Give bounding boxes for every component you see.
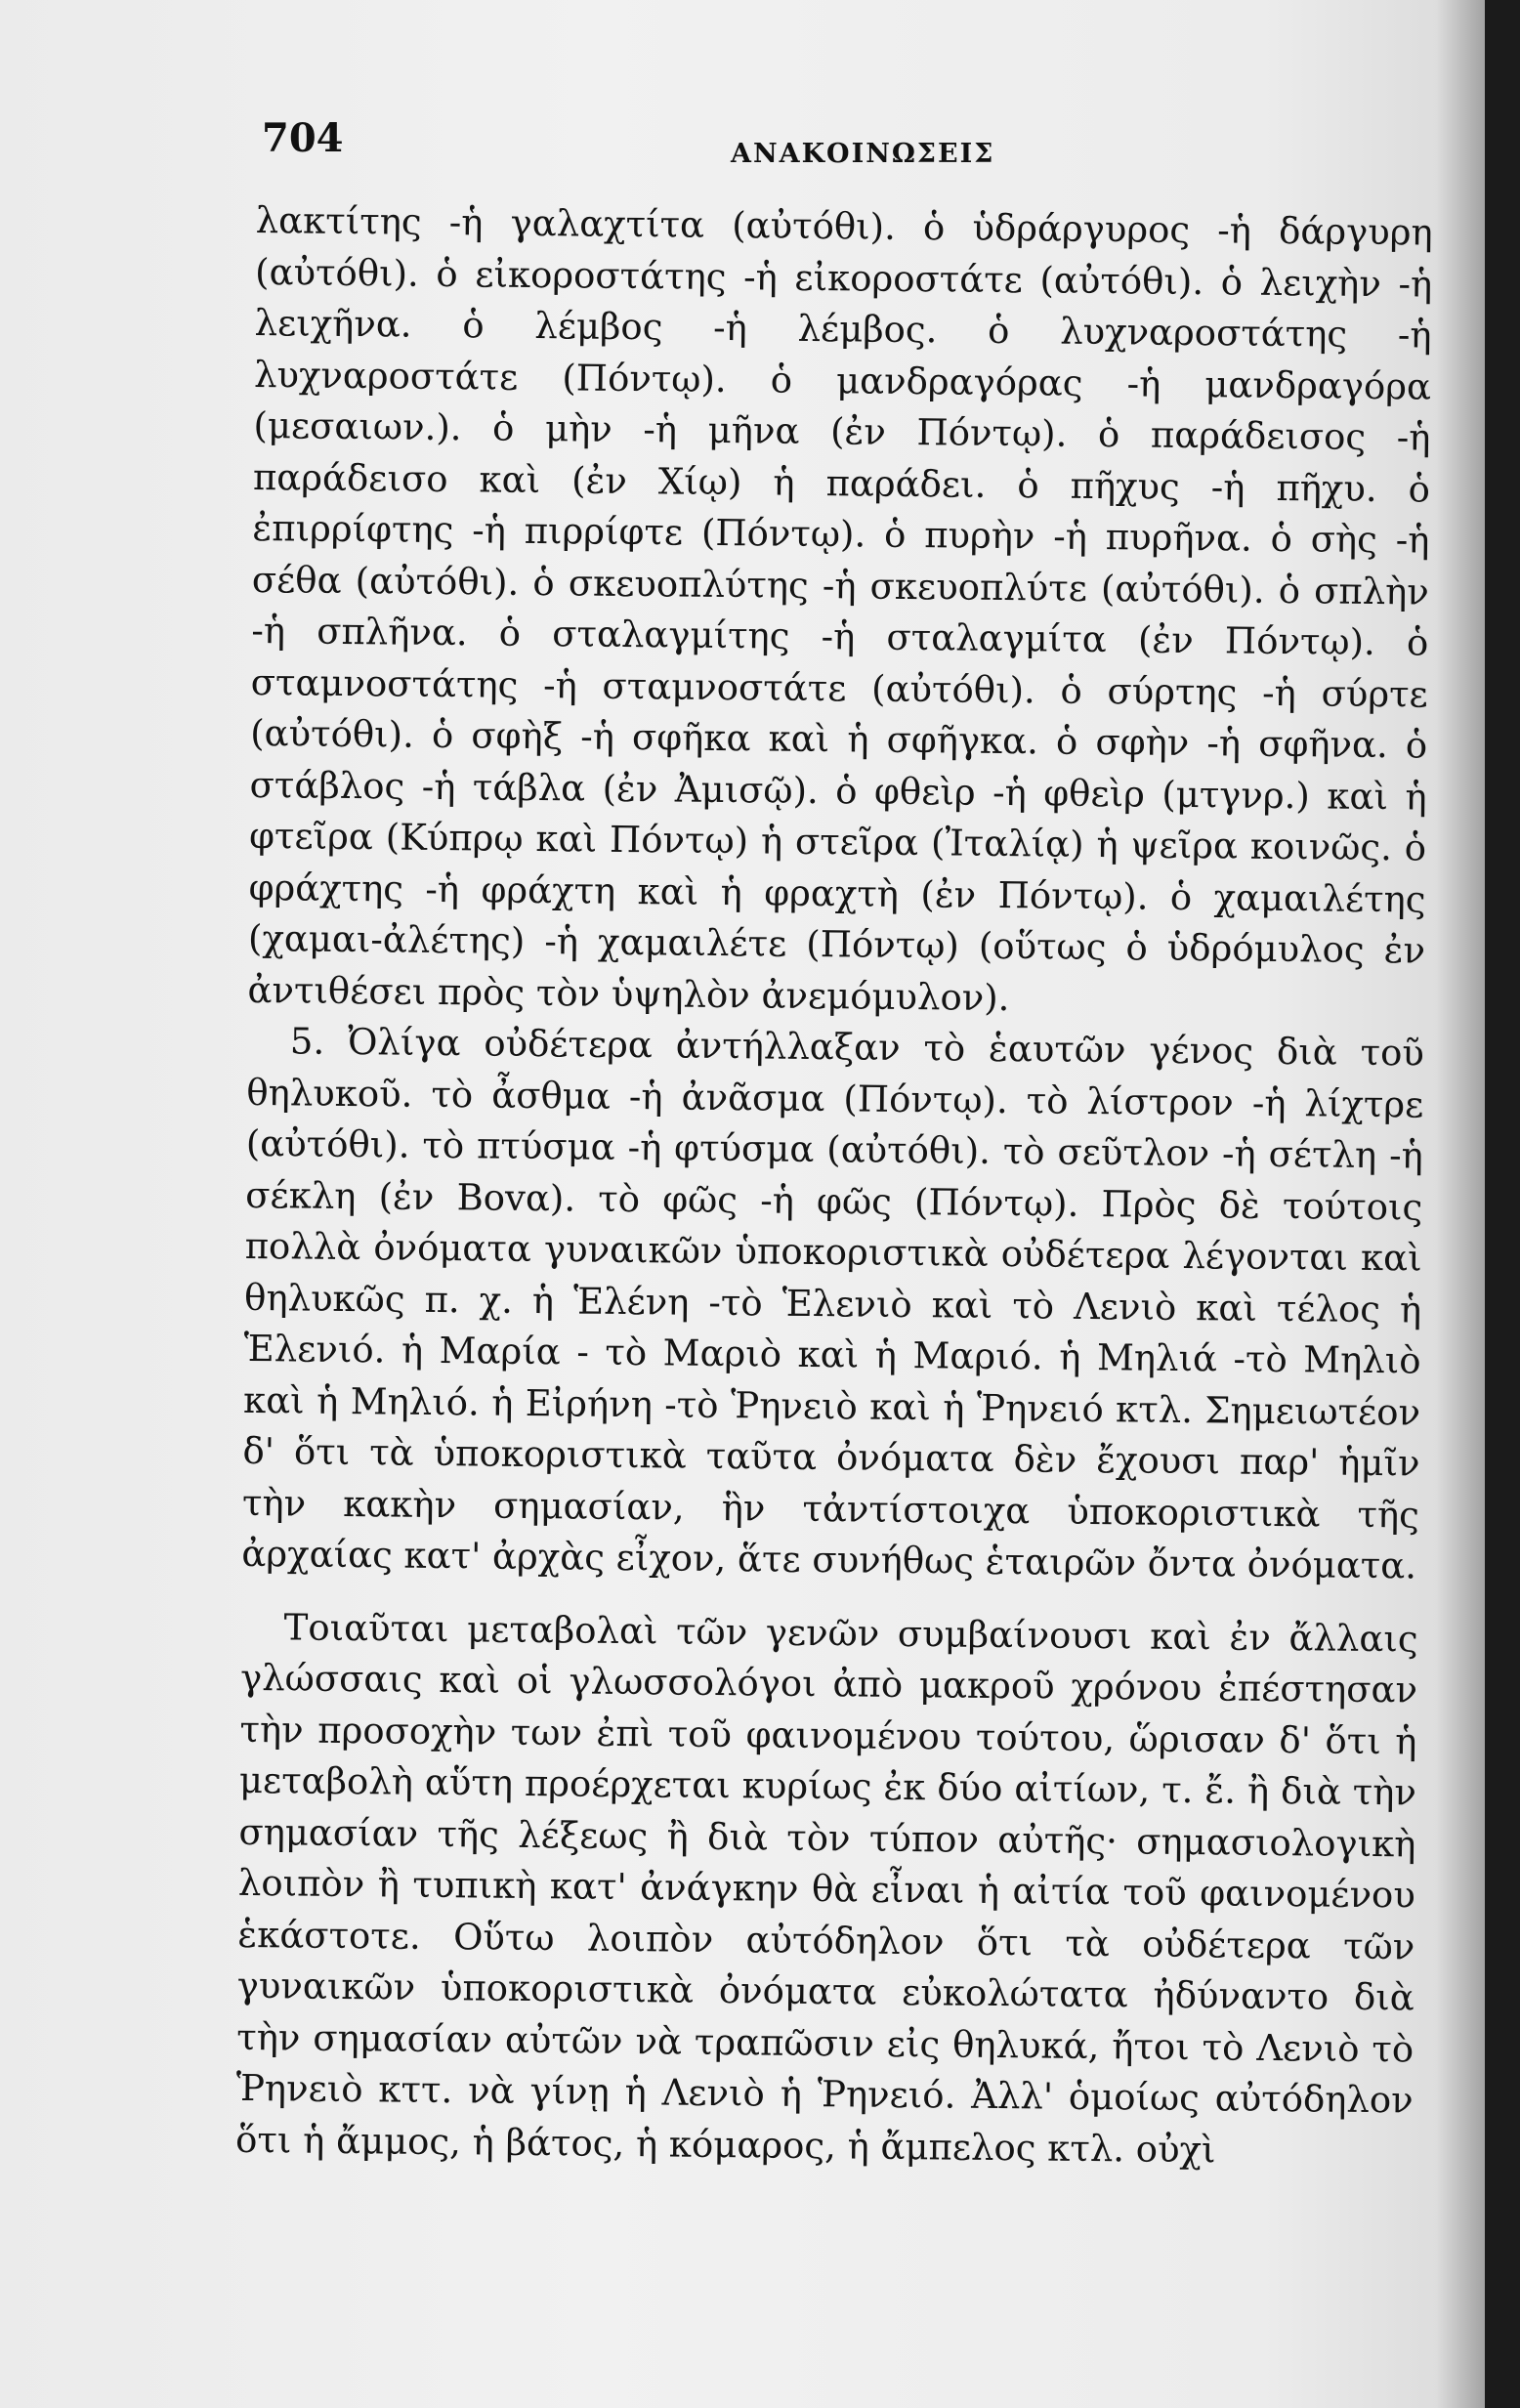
page-header	[262, 115, 1319, 174]
paragraph-1: λακτίτης -ἡ γαλαχτίτα (αὐτόθι). ὁ ὑδράργυρος -ἡ δάργυρη (αὐτόθι). ὁ εἰκοροστάτης -ἡ εἰκοροστάτε (αὐτόθι). ὁ λειχὴν -ἡ λειχῆνα. ὁ λέμβος -ἡ λέμβος. ὁ λυχναροστάτης -ἡ λυχναροστάτε (Πόντῳ). ὁ μανδραγόρας -ἡ μανδραγόρα (μεσαιων.). ὁ μὴν -ἡ μῆνα (ἐν Πόντῳ). ὁ παράδεισος -ἡ παράδεισο καὶ (ἐν Χίῳ) ἡ παράδει. ὁ πῆχυς -ἡ πῆχυ. ὁ ἐπιρρίφτης -ἡ πιρρίφτε (Πόντῳ). ὁ πυρὴν -ἡ πυρῆνα. ὁ σὴς -ἡ σέθα (αὐτόθι). ὁ σκευοπλύτης -ἡ σκευοπλύτε (αὐτόθι). ὁ σπλὴν -ἡ σπλῆνα. ὁ σταλαγμίτης -ἡ σταλαγμίτα (ἐν Πόντῳ). ὁ σταμνοστάτης -ἡ σταμνοστάτε (αὐτόθι). ὁ σύρτης -ἡ σύρτε (αὐτόθι). ὁ σφὴξ -ἡ σφῆκα καὶ ἡ σφῆγκα. ὁ σφὴν -ἡ σφῆνα. ὁ στάβλος -ἡ τάβλα (ἐν Ἀμισῷ). ὁ φθεὶρ -ἡ φθεὶρ (μτγνρ.) καὶ ἡ φτεῖρα (Κύπρῳ καὶ Πόντῳ) ἡ στεῖρα (Ἰταλίᾳ) ἡ ψεῖρα κοινῶς. ὁ φράχτης -ἡ φράχτη καὶ ἡ φραχτὴ (ἐν Πόντῳ). ὁ χαμαιλέτης (χαμαι-ἀλέτης) -ἡ χαμαιλέτε (Πόντῳ) (οὕτως ὁ ὑδρόμυλος ἐν ἀντιθέσει πρὸς τὸν ὑψηλὸν ἀνεμόμυλον).	[247, 198, 1433, 1019]
running-head: ΑΝΑΚΟΙΝΩΣΕΙΣ	[731, 139, 995, 169]
page-gutter-shadow	[1436, 0, 1485, 2408]
paragraph-3: Τοιαῦται μεταβολαὶ τῶν γενῶν συμβαίνουσι καὶ ἐν ἄλλαις γλώσσαις καὶ οἱ γλωσσολόγοι ἀπὸ μακροῦ χρόνου ἐπέστησαν τὴν προσοχὴν των ἐπὶ τοῦ φαινομένου τούτου, ὥρισαν δ' ὅτι ἡ μεταβολὴ αὕτη προέρχεται κυρίως ἐκ δύο αἰτίων, τ. ἔ. ἢ διὰ τὴν σημασίαν τῆς λέξεως ἢ διὰ τὸν τύπον αὐτῆς· σημασιολογικὴ λοιπὸν ἢ τυπικὴ κατ' ἀνάγκην θὰ εἶναι ἡ αἰτία τοῦ φαινομένου ἑκάστοτε. Οὕτω λοιπὸν αὐτόδηλον ὅτι τὰ οὐδέτερα τῶν γυναικῶν ὑποκοριστικὰ ὀνόματα εὐκολώτατα ἠδύναντο διὰ τὴν σημασίαν αὐτῶν νὰ τραπῶσιν εἰς θηλυκά, ἤτοι τὸ Λενιὸ τὸ Ῥηνειὸ κττ. νὰ γίνῃ ἡ Λενιὸ ἡ Ῥηνειό. Ἀλλ' ὁμοίως αὐτόδηλον ὅτι ἡ ἄμμος, ἡ βάτος, ἡ κόμαρος, ἡ ἄμπελος κτλ. οὐχὶ	[234, 1605, 1418, 2171]
body-text	[235, 195, 1433, 2178]
page-number: 704	[262, 115, 344, 161]
paragraph-2: 5. Ὀλίγα οὐδέτερα ἀντήλλαξαν τὸ ἑαυτῶν γένος διὰ τοῦ θηλυκοῦ. τὸ ἆσθμα -ἡ ἀνᾶσμα (Πόντῳ). τὸ λίστρον -ἡ λίχτρε (αὐτόθι). τὸ πτύσμα -ἡ φτύσμα (αὐτόθι). τὸ σεῦτλον -ἡ σέτλη -ἡ σέκλη (ἐν Βοvα). τὸ φῶς -ἡ φῶς (Πόντῳ). Πρὸς δὲ τούτοις πολλὰ ὀνόματα γυναικῶν ὑποκοριστικὰ οὐδέτερα λέγονται καὶ θηλυκῶς π. χ. ἡ Ἑλένη -τὸ Ἑλενιὸ καὶ τὸ Λενιὸ καὶ τέλος ἡ Ἑλενιό. ἡ Μαρία - τὸ Μαριὸ καὶ ἡ Μαριό. ἡ Μηλιά -τὸ Μηλιὸ καὶ ἡ Μηλιό. ἡ Εἰρήνη -τὸ Ῥηνειὸ καὶ ἡ Ῥηνειό κτλ. Σημειωτέον δ' ὅτι τὰ ὑποκοριστικὰ ταῦτα ὀνόματα δὲν ἔχουσι παρ' ἡμῖν τὴν κακὴν σημασίαν, ἣν τἀντίστοιχα ὑποκοριστικὰ τῆς ἀρχαίας κατ' ἀρχὰς εἶχον, ἅτε συνήθως ἑταιρῶν ὄντα ὀνόματα.	[241, 1020, 1425, 1587]
